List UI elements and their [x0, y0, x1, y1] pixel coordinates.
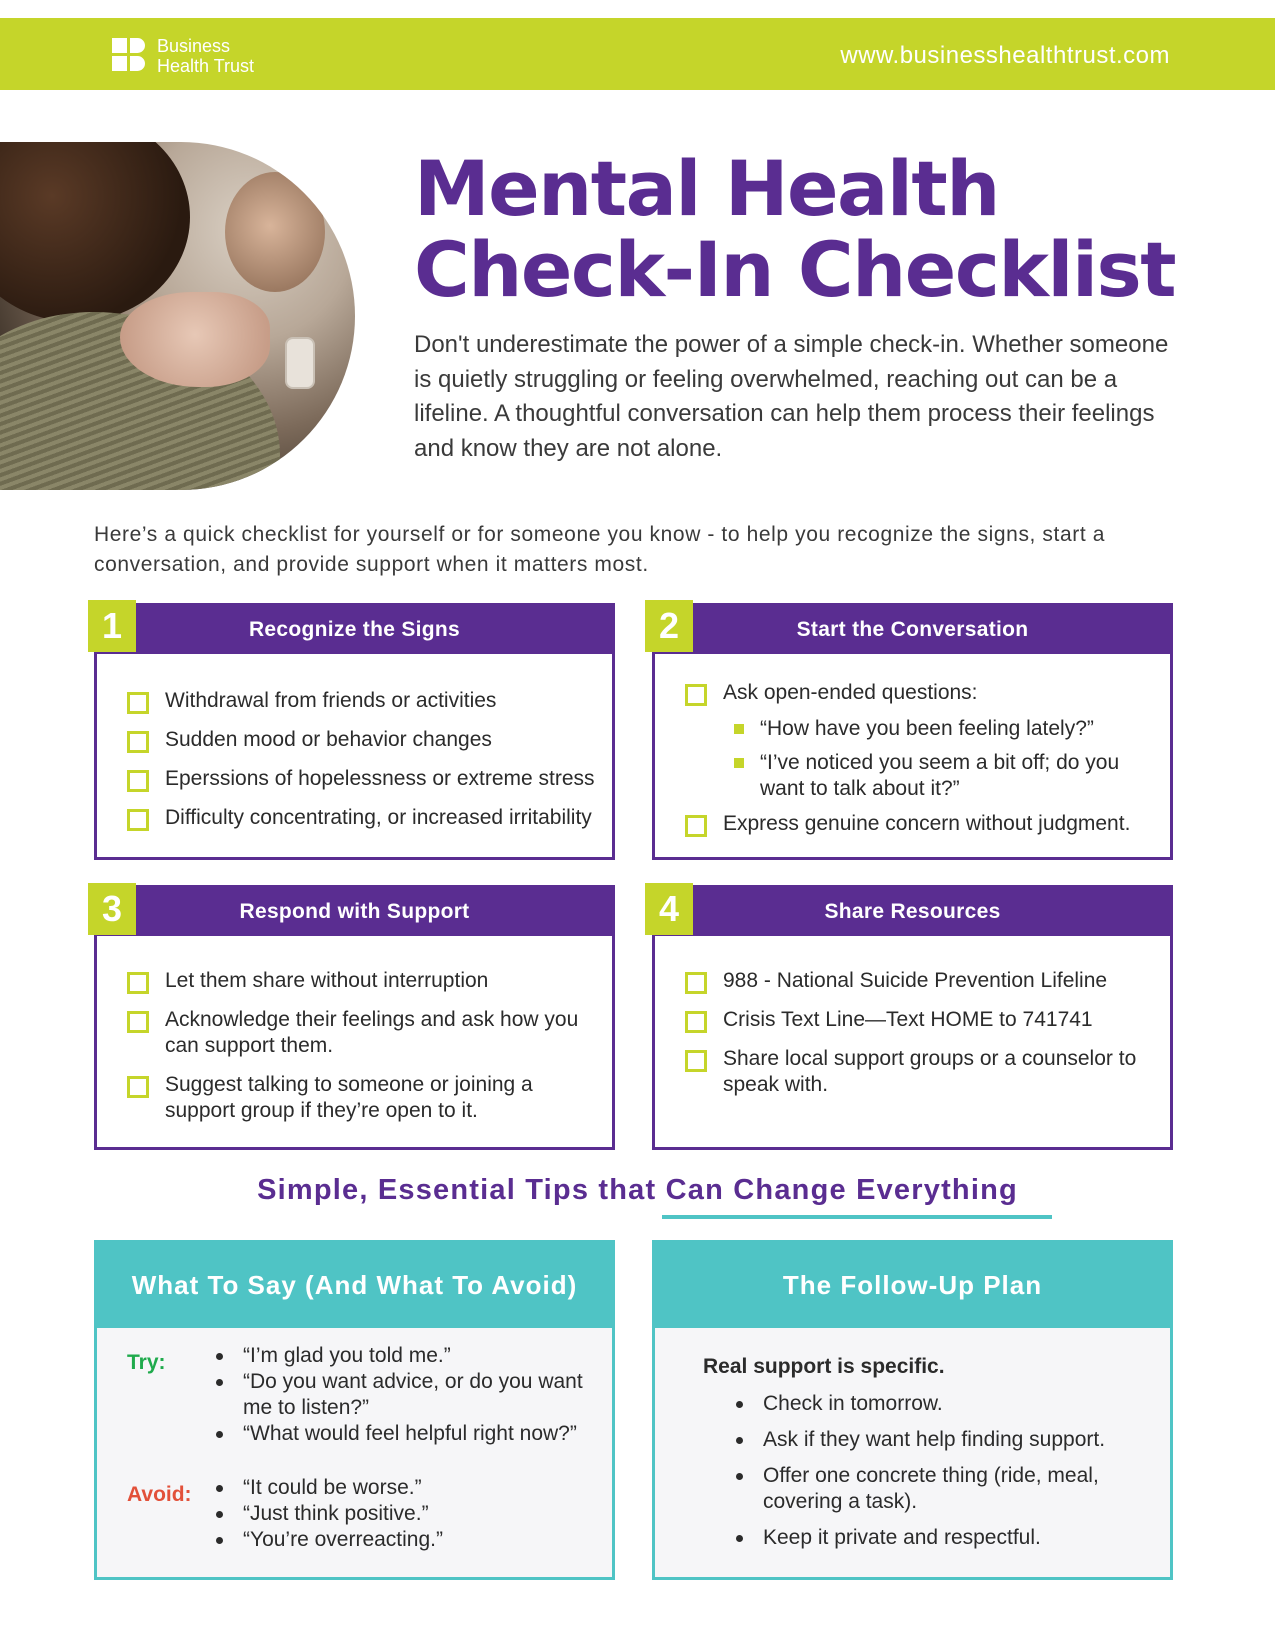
- checkbox-icon[interactable]: [127, 972, 149, 994]
- checklist-item[interactable]: [127, 805, 607, 831]
- list-item: “Just think positive.”: [213, 1501, 593, 1527]
- checkbox-icon[interactable]: [127, 809, 149, 831]
- what-to-say-card: [94, 1240, 615, 1580]
- checklist-item[interactable]: [685, 811, 1165, 837]
- checklist-item[interactable]: [127, 688, 607, 714]
- lead-paragraph: Here’s a quick checklist for yourself or for someone you know - to help you recognize the signs, start a conversation, and provide support when it matters most.: [94, 523, 1105, 576]
- website-url-link[interactable]: www.businesshealthtrust.com: [840, 42, 1170, 69]
- card-title: What To Say (And What To Avoid): [97, 1243, 612, 1328]
- section-card-recognize-signs: [94, 603, 615, 860]
- follow-up-lead: Real support is specific.: [703, 1355, 945, 1378]
- logo-mark-icon: [112, 38, 146, 72]
- checklist: [127, 688, 607, 844]
- list-item: Offer one concrete thing (ride, meal, covering a task).: [733, 1463, 1133, 1515]
- checklist-text: Let them share without interruption: [165, 969, 489, 992]
- intro-paragraph: Don't underestimate the power of a simple check-in. Whether someone is quietly struggling or feeling overwhelmed, reaching out can be a lifeline. A thoughtful conversation can help them process their feelings and know they are not alone.: [414, 331, 1169, 462]
- checklist-text: Ask open-ended questions:: [723, 681, 978, 704]
- list-item: Keep it private and respectful.: [733, 1525, 1133, 1551]
- checkbox-icon[interactable]: [127, 770, 149, 792]
- brand-logo[interactable]: [112, 36, 292, 76]
- sub-item-text: “I’ve noticed you seem a bit off; do you want to talk about it?”: [760, 751, 1120, 800]
- photo-watch: [285, 337, 315, 389]
- checklist-item[interactable]: [127, 1072, 587, 1124]
- list-item: Ask if they want help finding support.: [733, 1427, 1133, 1453]
- checkbox-icon[interactable]: [127, 692, 149, 714]
- checklist-text: Sudden mood or behavior changes: [165, 728, 492, 751]
- avoid-list: [213, 1475, 593, 1553]
- tips-heading: Simple, Essential Tips that Can Change Everything: [257, 1174, 1018, 1206]
- checkbox-icon[interactable]: [127, 1011, 149, 1033]
- try-label: Try:: [127, 1351, 166, 1374]
- list-item: “You’re overreacting.”: [213, 1527, 593, 1553]
- checklist-text: Express genuine concern without judgment.: [723, 812, 1131, 835]
- checklist-text: Crisis Text Line—Text HOME to 741741: [723, 1008, 1093, 1031]
- header-bar: [0, 18, 1275, 90]
- list-item: “What would feel helpful right now?”: [213, 1421, 593, 1447]
- checkbox-icon[interactable]: [127, 1076, 149, 1098]
- checklist-item[interactable]: [685, 1007, 1145, 1033]
- section-title: Share Resources: [655, 888, 1170, 936]
- sub-list: [723, 716, 1165, 802]
- section-number-badge: 3: [88, 883, 136, 935]
- checkbox-icon[interactable]: [685, 1011, 707, 1033]
- bullet-square-icon: [734, 758, 744, 768]
- card-title: The Follow-Up Plan: [655, 1243, 1170, 1328]
- checklist-text: Suggest talking to someone or joining a support group if they’re open to it.: [165, 1073, 533, 1122]
- section-card-start-conversation: [652, 603, 1173, 860]
- checklist-text: 988 - National Suicide Prevention Lifeline: [723, 969, 1108, 992]
- checklist-text: Share local support groups or a counselor to speak with.: [723, 1047, 1137, 1096]
- checkbox-icon[interactable]: [685, 972, 707, 994]
- checklist-item[interactable]: [685, 1046, 1145, 1098]
- checkbox-icon[interactable]: [685, 684, 707, 706]
- checklist: [127, 968, 587, 1137]
- section-card-share-resources: [652, 885, 1173, 1150]
- follow-up-list: [733, 1391, 1133, 1551]
- title-line-2: Check-In Checklist: [414, 225, 1176, 314]
- list-item: Check in tomorrow.: [733, 1391, 1133, 1417]
- checklist-item[interactable]: [127, 766, 607, 792]
- checkbox-icon[interactable]: [685, 1050, 707, 1072]
- list-item: “It could be worse.”: [213, 1475, 593, 1501]
- checklist-item[interactable]: [127, 968, 587, 994]
- checklist-item[interactable]: [127, 1007, 587, 1059]
- checklist-text: Difficulty concentrating, or increased irritability: [165, 806, 592, 829]
- list-item: “I’m glad you told me.”: [213, 1343, 593, 1369]
- heading-underline: [662, 1215, 1052, 1219]
- section-title: Start the Conversation: [655, 606, 1170, 654]
- sub-item-text: “How have you been feeling lately?”: [760, 717, 1094, 740]
- list-item: “Do you want advice, or do you want me to listen?”: [213, 1369, 593, 1421]
- checkbox-icon[interactable]: [685, 815, 707, 837]
- brand-line-2: Health Trust: [157, 56, 255, 76]
- photo-face: [225, 172, 325, 292]
- checkbox-icon[interactable]: [127, 731, 149, 753]
- try-list: [213, 1343, 593, 1447]
- section-title: Recognize the Signs: [97, 606, 612, 654]
- brand-line-1: Business: [157, 36, 231, 56]
- follow-up-plan-card: [652, 1240, 1173, 1580]
- checklist-item[interactable]: [685, 968, 1145, 994]
- checklist-text: Eperssions of hopelessness or extreme stress: [165, 767, 595, 790]
- section-number-badge: 4: [645, 883, 693, 935]
- sub-item: [723, 750, 1165, 802]
- hero-photo: [0, 142, 355, 490]
- checklist-item[interactable]: [685, 680, 1165, 802]
- avoid-label: Avoid:: [127, 1483, 192, 1506]
- title-line-1: Mental Health: [414, 144, 999, 233]
- section-title: Respond with Support: [97, 888, 612, 936]
- section-number-badge: 2: [645, 600, 693, 652]
- brand-name: [157, 36, 254, 76]
- checklist: [685, 680, 1165, 850]
- section-number-badge: 1: [88, 600, 136, 652]
- checklist-text: Acknowledge their feelings and ask how you can support them.: [165, 1008, 579, 1057]
- checklist: [685, 968, 1145, 1111]
- checklist-item[interactable]: [127, 727, 607, 753]
- section-card-respond-support: [94, 885, 615, 1150]
- bullet-square-icon: [734, 724, 744, 734]
- checklist-text: Withdrawal from friends or activities: [165, 689, 497, 712]
- page-title: [414, 144, 1176, 314]
- sub-item: [723, 716, 1165, 742]
